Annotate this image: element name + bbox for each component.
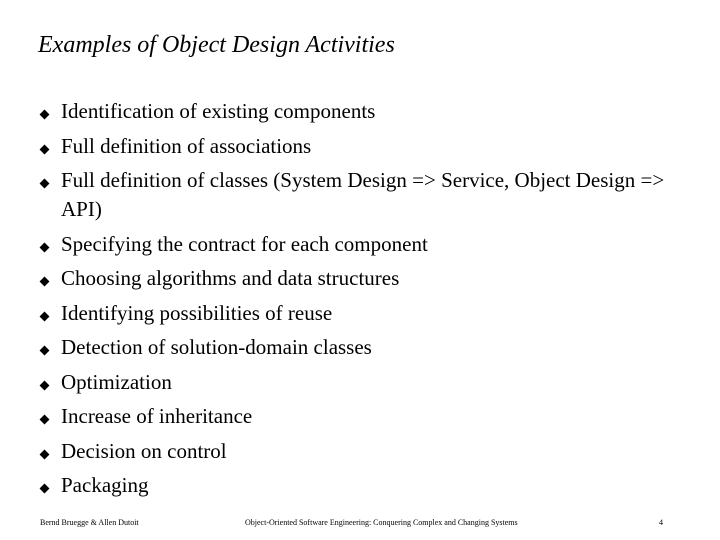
list-item bbox=[38, 230, 698, 259]
diamond-icon bbox=[40, 144, 50, 154]
page-number: 4 bbox=[659, 518, 663, 527]
list-item bbox=[38, 132, 698, 161]
diamond-icon bbox=[40, 449, 50, 459]
footer-authors: Bernd Bruegge & Allen Dutoit bbox=[40, 518, 139, 527]
diamond-icon bbox=[40, 277, 50, 287]
list-item bbox=[38, 166, 698, 224]
list-item bbox=[38, 299, 698, 328]
bullet-text: Full definition of classes (System Design => Service, Object Design => API) bbox=[61, 168, 665, 221]
list-item bbox=[38, 471, 698, 500]
bullet-text: Optimization bbox=[61, 369, 172, 394]
diamond-icon bbox=[40, 484, 50, 494]
diamond-icon bbox=[40, 110, 50, 120]
slide-title: Examples of Object Design Activities bbox=[38, 32, 395, 58]
list-item bbox=[38, 97, 698, 126]
list-item bbox=[38, 437, 698, 466]
bullet-list bbox=[38, 97, 698, 506]
bullet-text: Increase of inheritance bbox=[61, 404, 253, 428]
bullet-text: Identification of existing components bbox=[61, 99, 376, 123]
diamond-icon bbox=[40, 179, 50, 189]
list-item bbox=[38, 402, 698, 431]
diamond-icon bbox=[40, 346, 50, 356]
bullet-text: Decision on control bbox=[61, 438, 227, 463]
footer-course: Object-Oriented Software Engineering: Conquering Complex and Changing Systems bbox=[245, 518, 518, 527]
diamond-icon bbox=[40, 415, 50, 425]
bullet-text: Packaging bbox=[61, 473, 149, 497]
list-item bbox=[38, 333, 698, 362]
diamond-icon bbox=[40, 311, 50, 321]
bullet-text: Identifying possibilities of reuse bbox=[61, 300, 333, 325]
diamond-icon bbox=[40, 380, 50, 390]
bullet-text: Specifying the contract for each component bbox=[61, 231, 428, 256]
list-item bbox=[38, 368, 698, 397]
list-item bbox=[38, 264, 698, 293]
diamond-icon bbox=[40, 242, 50, 252]
bullet-text: Detection of solution-domain classes bbox=[61, 335, 372, 359]
bullet-text: Choosing algorithms and data structures bbox=[61, 266, 400, 290]
bullet-text: Full definition of associations bbox=[61, 133, 312, 158]
